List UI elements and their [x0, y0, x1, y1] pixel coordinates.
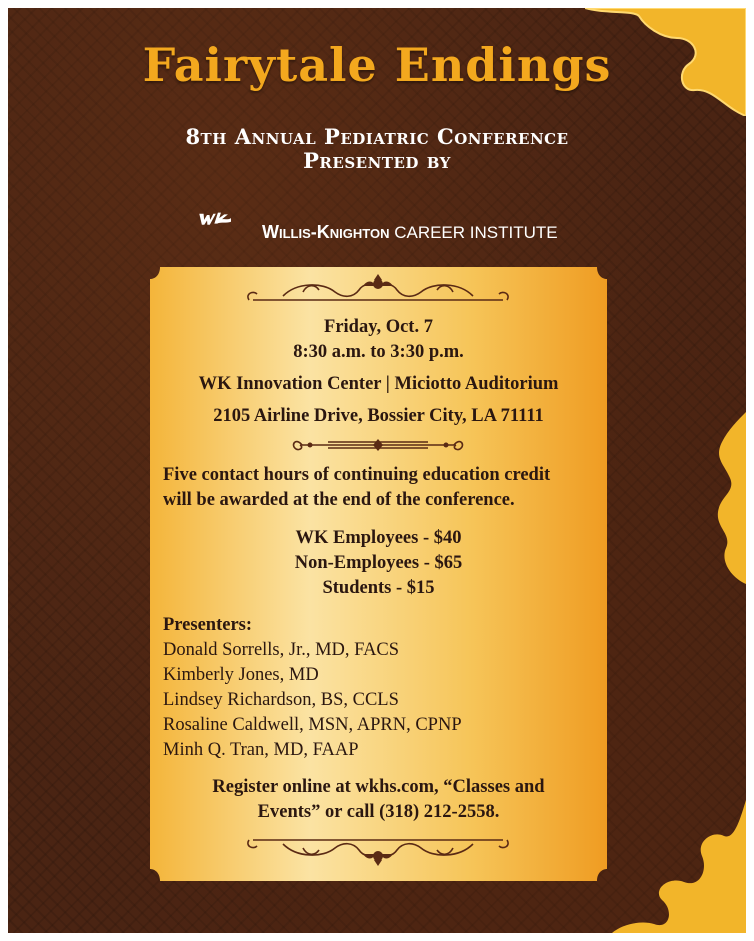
institute-name-bold: Willis-Knighton — [262, 222, 390, 242]
event-date: Friday, Oct. 7 — [324, 317, 433, 337]
price-wk-employees: WK Employees - $40 — [295, 528, 462, 548]
credit-line-2: will be awarded at the end of the conference. — [163, 490, 515, 510]
poster-title: Fairytale Endings — [142, 38, 612, 92]
scroll-ornament-top-icon — [243, 272, 513, 308]
register-line-2: Events” or call (318) 212-2558. — [257, 802, 500, 822]
price-students: Students - $15 — [322, 578, 435, 598]
corner-flourish-bottom-right — [612, 800, 746, 933]
institute-name-rest: CAREER INSTITUTE — [394, 223, 558, 242]
presented-by-label: Presented by — [303, 148, 451, 173]
scroll-ornament-bottom-icon — [243, 832, 513, 868]
event-address: 2105 Airline Drive, Bossier City, LA 71111 — [213, 406, 544, 426]
presenter-name: Minh Q. Tran, MD, FAAP — [163, 740, 359, 760]
corner-flourish-right — [712, 412, 746, 584]
presenter-name: Rosaline Caldwell, MSN, APRN, CPNP — [163, 715, 462, 735]
conference-subtitle: 8th Annual Pediatric Conference — [185, 124, 569, 149]
register-line-1: Register online at wkhs.com, “Classes and — [212, 777, 545, 797]
price-non-employees: Non-Employees - $65 — [294, 553, 463, 573]
presenters-heading: Presenters: — [163, 615, 253, 635]
event-time: 8:30 a.m. to 3:30 p.m. — [293, 342, 464, 362]
event-venue: WK Innovation Center | Miciotto Auditorium — [198, 374, 559, 394]
divider-ornament-icon — [288, 435, 468, 455]
presenter-name: Kimberly Jones, MD — [163, 665, 319, 685]
credit-line-1: Five contact hours of continuing education credit — [163, 465, 551, 485]
presenter-name: Lindsey Richardson, BS, CCLS — [163, 690, 399, 710]
presenter-name: Donald Sorrells, Jr., MD, FACS — [163, 640, 400, 660]
institute-name — [262, 222, 558, 243]
